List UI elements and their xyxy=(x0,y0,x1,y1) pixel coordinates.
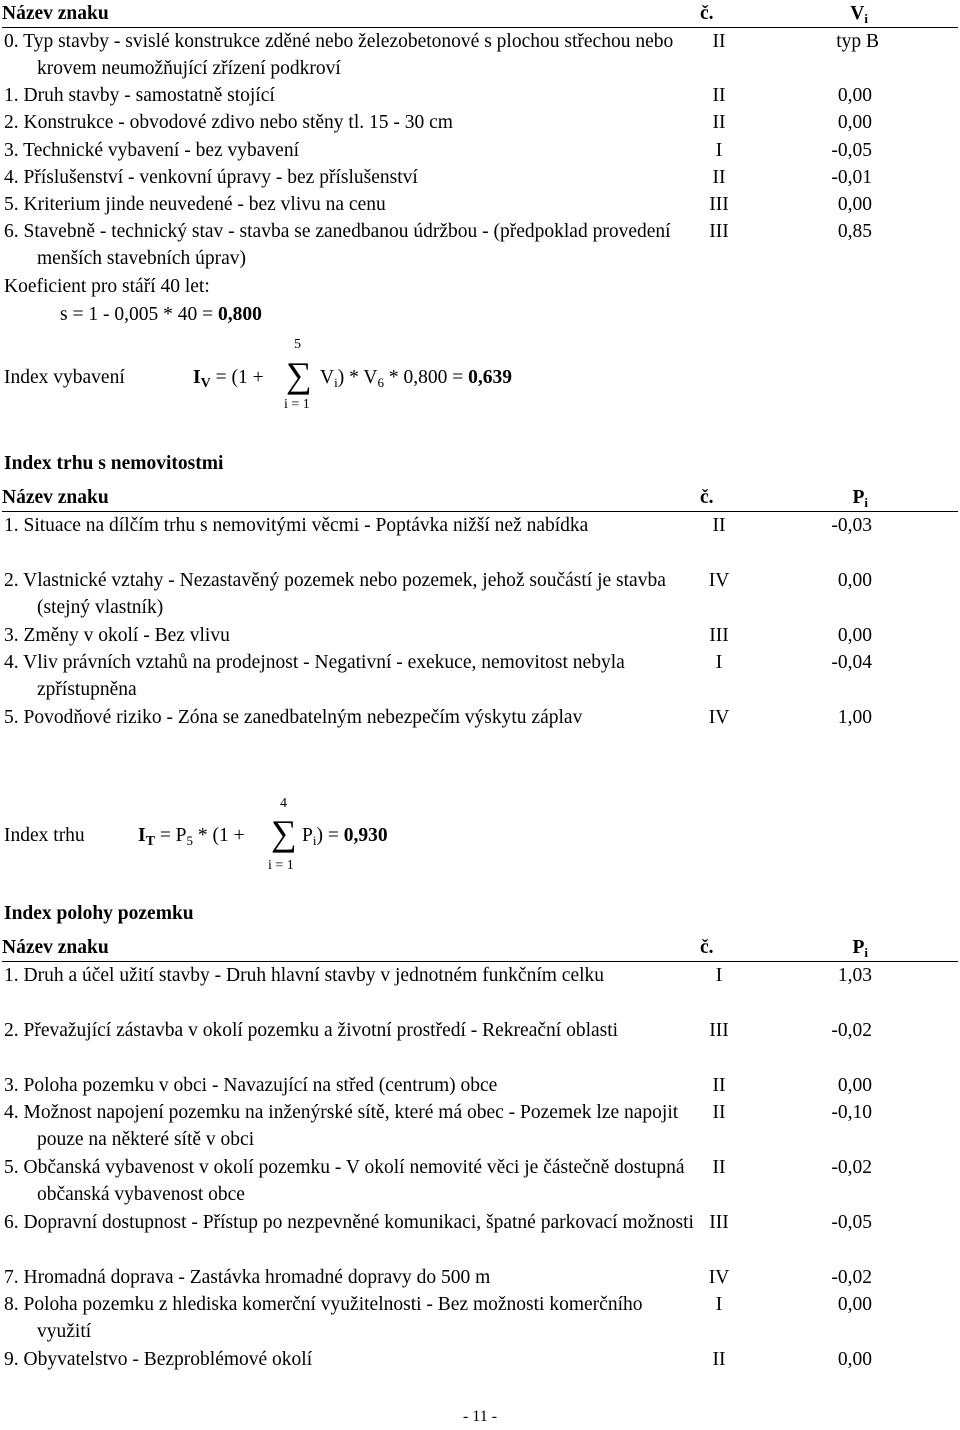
header-name: Název znaku xyxy=(2,487,109,508)
row-text: 2. Vlastnické vztahy - Nezastavěný pozemek nebo pozemek, jehož součástí je stavba (stejný vlastník) xyxy=(4,570,666,619)
header-cislo: č. xyxy=(700,937,714,958)
vybaveni-sum-bottom: i = 1 xyxy=(284,397,310,412)
row-value: -0,01 xyxy=(831,167,872,188)
row-class: II xyxy=(712,31,726,52)
vybaveni-table-header xyxy=(2,0,958,28)
trh-sum-bottom: i = 1 xyxy=(268,858,294,873)
row-text: 3. Poloha pozemku v obci - Navazující na střed (centrum) obce xyxy=(4,1075,498,1096)
page-number: - 11 - xyxy=(462,1408,498,1425)
row-class: I xyxy=(715,652,723,673)
koeficient-label: Koeficient pro stáří 40 let: xyxy=(4,276,210,297)
index-trhu-formula-rhs: $P_i) = 0,930$ xyxy=(302,825,388,848)
koeficient-formula: s = 1 - 0,005 * 40 = 0,800 xyxy=(60,304,262,325)
trh-table-header xyxy=(2,484,958,512)
row-text: 4. Příslušenství - venkovní úpravy - bez příslušenství xyxy=(4,167,418,188)
row-value: 0,00 xyxy=(837,112,872,133)
row-text: 5. Kriterium jinde neuvedené - bez vlivu na cenu xyxy=(4,194,386,215)
row-value: 0,00 xyxy=(837,1349,872,1370)
row-value: 0,00 xyxy=(837,1075,872,1096)
row-text: 3. Změny v okolí - Bez vlivu xyxy=(4,625,230,646)
row-class: III xyxy=(709,221,729,242)
row-value: -0,03 xyxy=(831,515,872,536)
row-text: 7. Hromadná doprava - Zastávka hromadné dopravy do 500 m xyxy=(4,1267,491,1288)
row-value: -0,02 xyxy=(831,1267,872,1288)
row-value: 0,00 xyxy=(837,570,872,591)
row-text: 3. Technické vybavení - bez vybavení xyxy=(4,140,299,161)
row-text: 0. Typ stavby - svislé konstrukce zděné nebo železobetonové s plochou střechou nebo krovem neumožňující zřízení podkroví xyxy=(4,31,674,80)
index-vybaveni-formula-rhs: $V_i) * V_6 * 0,800 = 0,639$ xyxy=(320,367,512,390)
row-class: I xyxy=(715,965,723,986)
index-trhu-formula-lhs: $I_T = P_5 * (1$ + xyxy=(138,825,245,849)
row-text: 9. Obyvatelstvo - Bezproblémové okolí xyxy=(4,1349,313,1370)
header-value: $P_i$ xyxy=(852,937,868,960)
row-value: -0,02 xyxy=(831,1020,872,1041)
row-class: III xyxy=(709,1020,729,1041)
row-class: II xyxy=(712,167,726,188)
header-cislo: č. xyxy=(700,487,714,508)
header-name: Název znaku xyxy=(2,3,109,24)
poloha-title: Index polohy pozemku xyxy=(4,903,194,924)
row-text: 1. Druh stavby - samostatně stojící xyxy=(4,85,275,106)
trh-title: Index trhu s nemovitostmi xyxy=(4,453,224,474)
row-class: II xyxy=(712,1075,726,1096)
row-value: 0,00 xyxy=(837,1294,872,1315)
row-class: II xyxy=(712,85,726,106)
row-value: 1,03 xyxy=(837,965,872,986)
row-class: IV xyxy=(708,707,730,728)
row-text: 1. Druh a účel užití stavby - Druh hlavní stavby v jednotném funkčním celku xyxy=(4,965,605,986)
row-value: 0,00 xyxy=(837,625,872,646)
row-class: II xyxy=(712,1102,726,1123)
row-value: -0,02 xyxy=(831,1157,872,1178)
row-class: III xyxy=(709,625,729,646)
row-text: 8. Poloha pozemku z hlediska komerční využitelnosti - Bez možnosti komerčního využití xyxy=(4,1294,643,1343)
header-value: $V_i$ xyxy=(850,3,868,26)
row-class: II xyxy=(712,1157,726,1178)
header-value: $P_i$ xyxy=(852,487,868,510)
row-class: II xyxy=(712,1349,726,1370)
vybaveni-sum-top: 5 xyxy=(294,337,301,352)
row-text: 2. Převažující zástavba v okolí pozemku a životní prostředí - Rekreační oblasti xyxy=(4,1020,619,1041)
row-value: typ B xyxy=(836,31,879,52)
row-text: 6. Dopravní dostupnost - Přístup po nezpevněné komunikaci, špatné parkovací možnosti xyxy=(4,1212,694,1233)
row-class: II xyxy=(712,112,726,133)
trh-sum-top: 4 xyxy=(280,796,287,811)
index-vybaveni-formula-lhs: $I_V = (1$ + xyxy=(193,367,264,391)
header-name: Název znaku xyxy=(2,937,109,958)
row-value: 0,00 xyxy=(837,194,872,215)
index-vybaveni-label: Index vybavení xyxy=(4,367,125,388)
sigma-symbol: ∑ xyxy=(271,813,297,853)
row-text: 1. Situace na dílčím trhu s nemovitými věcmi - Poptávka nižší než nabídka xyxy=(4,515,589,536)
row-class: III xyxy=(709,194,729,215)
row-value: -0,05 xyxy=(831,1212,872,1233)
header-cislo: č. xyxy=(700,3,714,24)
row-text: 5. Povodňové riziko - Zóna se zanedbatelným nebezpečím výskytu záplav xyxy=(4,707,583,728)
row-text: 5. Občanská vybavenost v okolí pozemku - V okolí nemovité věci je částečně dostupná občanská vybavenost obce xyxy=(4,1157,685,1206)
row-text: 4. Vliv právních vztahů na prodejnost - Negativní - exekuce, nemovitost nebyla zpřístupněna xyxy=(4,652,625,701)
row-text: 6. Stavebně - technický stav - stavba se zanedbanou údržbou - (předpoklad provedení menších stavebních úprav) xyxy=(4,221,671,270)
row-text: 2. Konstrukce - obvodové zdivo nebo stěny tl. 15 - 30 cm xyxy=(4,112,453,133)
row-value: -0,04 xyxy=(831,652,872,673)
index-trhu-label: Index trhu xyxy=(4,825,85,846)
row-value: -0,10 xyxy=(831,1102,872,1123)
row-value: 0,85 xyxy=(837,221,872,242)
row-class: IV xyxy=(708,570,730,591)
poloha-table-header xyxy=(2,934,958,962)
row-value: 1,00 xyxy=(837,707,872,728)
row-class: I xyxy=(715,140,723,161)
row-text: 4. Možnost napojení pozemku na inženýrské sítě, které má obec - Pozemek lze napojit pouze na některé sítě v obci xyxy=(4,1102,679,1151)
row-class: I xyxy=(715,1294,723,1315)
row-class: II xyxy=(712,515,726,536)
row-class: IV xyxy=(708,1267,730,1288)
sigma-symbol: ∑ xyxy=(286,355,312,395)
row-value: 0,00 xyxy=(837,85,872,106)
row-class: III xyxy=(709,1212,729,1233)
row-value: -0,05 xyxy=(831,140,872,161)
